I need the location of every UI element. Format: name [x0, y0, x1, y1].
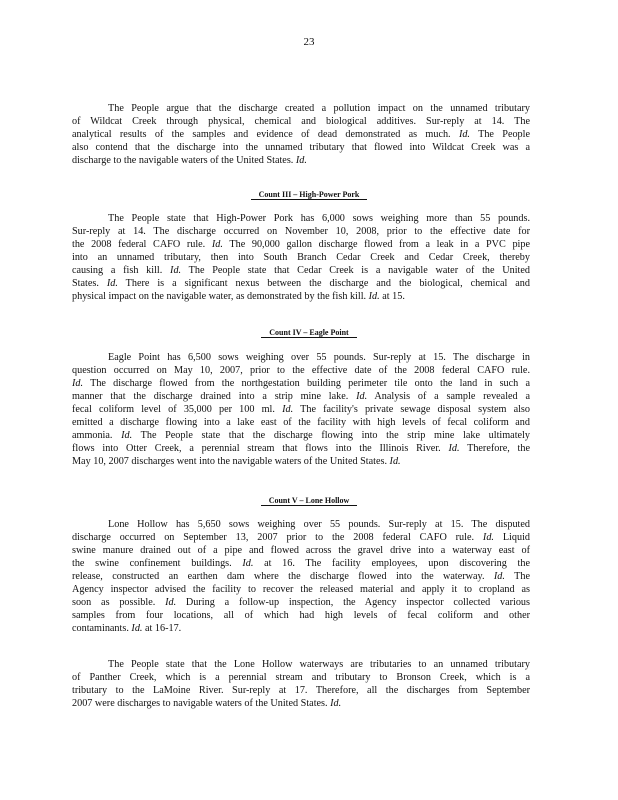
text-line: the 2008 federal CAFO rule. Id. The 90,000 gallon discharge flowed from a leak in a PVC pipe: [72, 239, 530, 250]
text-line: of Panther Creek, which is a perennial stream and tributary to Bronson Creek, which is a: [72, 672, 530, 683]
text-line: into an unnamed tributary, then into South Branch Cedar Creek and Cedar Creek, thereby: [72, 252, 530, 263]
text-line: samples from four locations, all of which had high levels of fecal coliform and other: [72, 610, 530, 621]
text-line: physical impact on the navigable water, as demonstrated by the fish kill. Id. at 15.: [72, 291, 405, 302]
text-line: discharge to the navigable waters of the United States. Id.: [72, 155, 307, 166]
text-line: The People state that the Lone Hollow waterways are tributaries to an unnamed tributary: [108, 659, 530, 670]
text-line: flows into Otter Creek, a perennial stream that flows into the Illinois River. Id. Therefore, the: [72, 443, 531, 454]
text-line: ammonia. Id. The People state that the discharge flowing into the strip mine lake ultimately: [72, 430, 530, 441]
text-line: analytical results of the samples and evidence of dead demonstrated as much. Id. The People: [72, 129, 530, 140]
text-line: of Wildcat Creek through physical, chemical and biological additives. Sur-reply at 14. The: [72, 116, 530, 127]
paragraph-lone-hollow-waterways: [72, 658, 530, 710]
text-line: 2007 were discharges to navigable waters of the United States. Id.: [72, 698, 342, 709]
text-line: release, constructed an earthen dam where the discharge flowed into the waterway. Id. The: [72, 571, 531, 582]
text-line: causing a fish kill. Id. The People state that Cedar Creek is a navigable water of the United: [72, 265, 530, 276]
page-number: 23: [303, 36, 315, 48]
text-line: Id. The discharge flowed from the northgestation building perimeter tile onto the land in such a: [72, 378, 530, 389]
paragraph-eagle-point: [72, 351, 530, 468]
section-heading-count-iv: Count IV – Eagle Point: [0, 326, 618, 339]
text-line: emitted a discharge flowing into a lake east of the facility with high levels of fecal coliform and: [72, 417, 530, 428]
text-line: discharge occurred on September 13, 2007 prior to the 2008 federal CAFO rule. Id. Liquid: [72, 532, 530, 543]
text-line: the swine confinement buildings. Id. at 16. The facility employees, upon discovering the: [72, 558, 530, 569]
text-line: fecal coliform level of 35,000 per 100 ml. Id. The facility's private sewage disposal system also: [72, 404, 530, 415]
section-heading-count-v: Count V – Lone Hollow: [0, 494, 618, 507]
text-line: swine manure drained out of a pipe and flowed across the gravel drive into a waterway east of: [72, 545, 530, 556]
text-line: States. Id. There is a significant nexus between the discharge and the biological, chemical and: [72, 278, 530, 289]
paragraph-wildcat-creek: [72, 102, 530, 167]
text-line: Lone Hollow has 5,650 sows weighing over 55 pounds. Sur-reply at 15. The disputed: [108, 519, 530, 530]
text-line: question occurred on May 10, 2007, prior to the effective date of the 2008 federal CAFO rule.: [72, 365, 530, 376]
section-heading-count-iii: Count III – High-Power Pork: [0, 188, 618, 201]
paragraph-high-power-pork: [72, 212, 530, 303]
text-line: Eagle Point has 6,500 sows weighing over 55 pounds. Sur-reply at 15. The discharge in: [108, 352, 530, 363]
text-line: contaminants. Id. at 16-17.: [72, 623, 182, 634]
text-line: Sur-reply at 14. The discharge occurred on November 10, 2008, prior to the effective date for: [72, 226, 530, 237]
text-line: also contend that the discharge into the unnamed tributary that flowed into Wildcat Creek was a: [72, 142, 530, 153]
text-line: The People state that High-Power Pork has 6,000 sows weighing more than 55 pounds.: [108, 213, 530, 224]
text-line: Agency inspector advised the facility to recover the released material and apply it to cropland as: [72, 584, 530, 595]
text-line: The People argue that the discharge created a pollution impact on the unnamed tributary: [108, 103, 530, 114]
text-line: tributary to the LaMoine River. Sur-reply at 17. Therefore, all the discharges from September: [72, 685, 530, 696]
text-line: manner that the discharge drained into a strip mine lake. Id. Analysis of a sample revealed a: [72, 391, 530, 402]
text-line: soon as possible. Id. During a follow-up inspection, the Agency inspector collected various: [72, 597, 530, 608]
text-line: May 10, 2007 discharges went into the navigable waters of the United States. Id.: [72, 456, 401, 467]
paragraph-lone-hollow: [72, 518, 530, 635]
